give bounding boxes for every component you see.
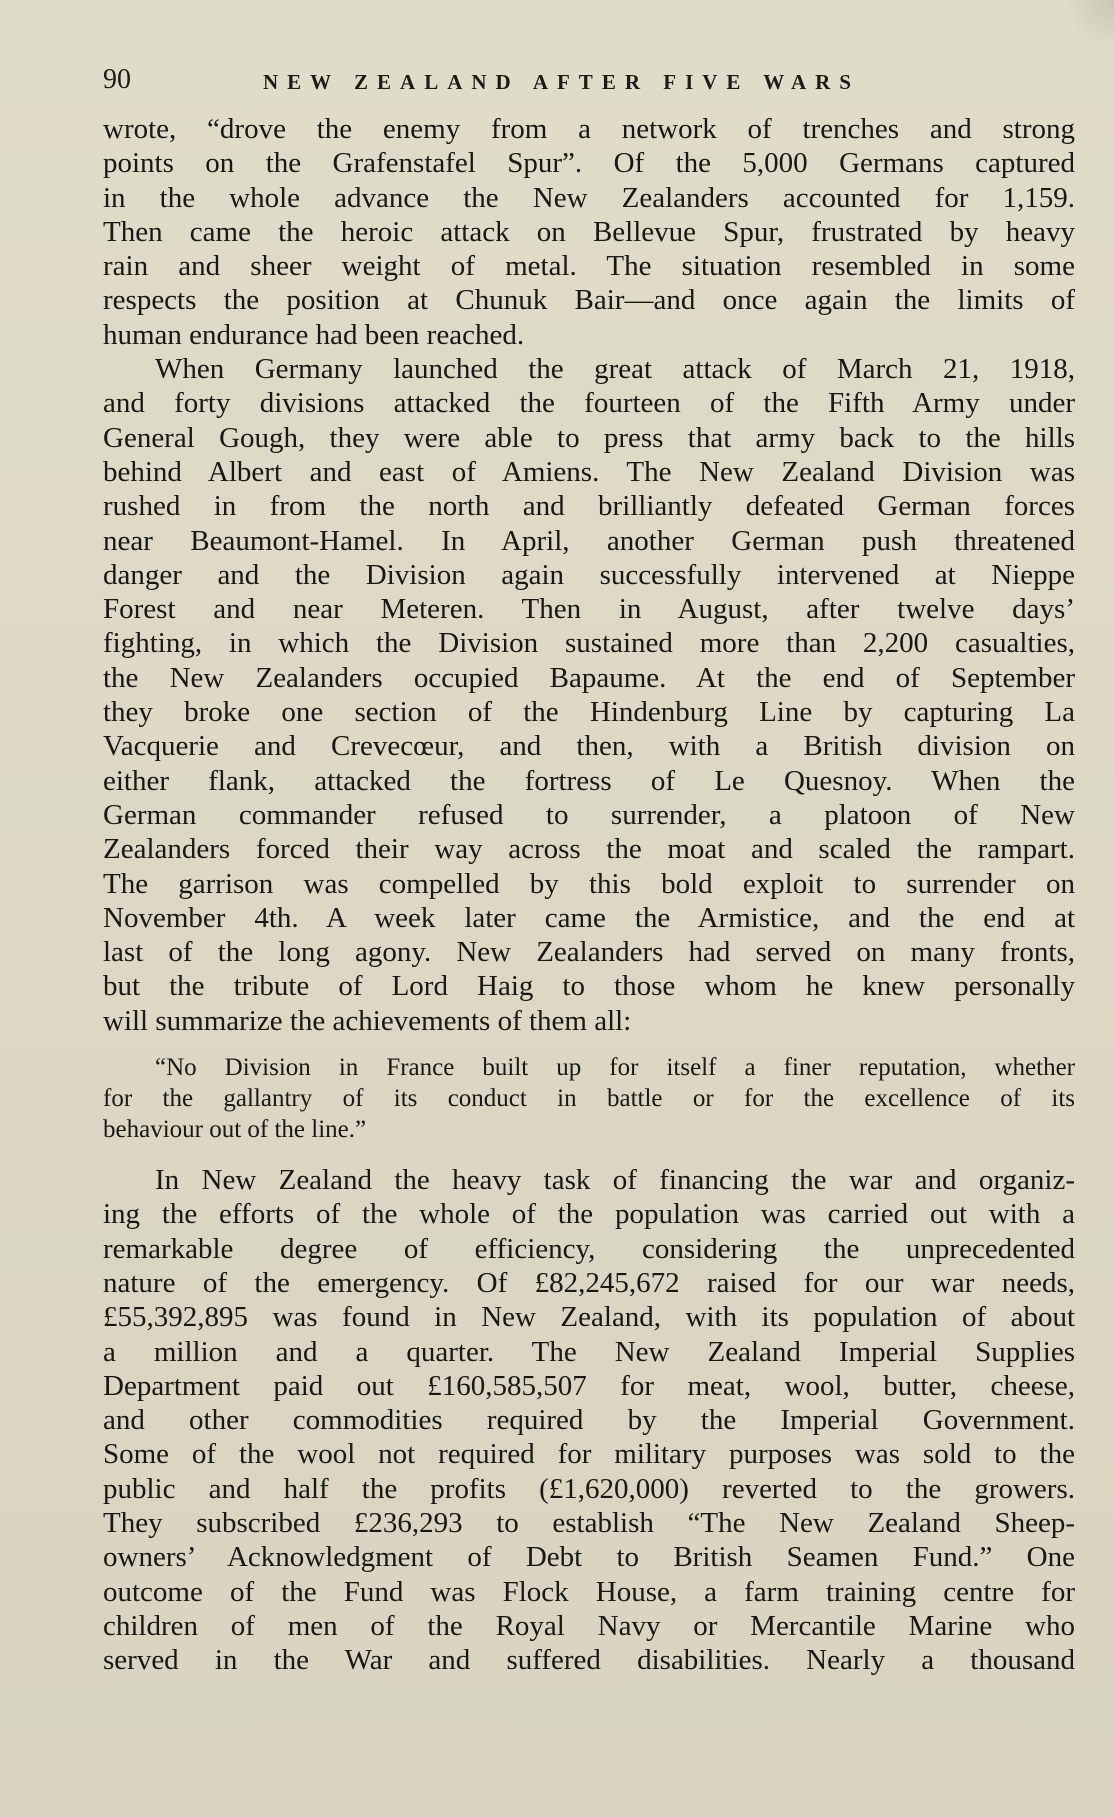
text-line: last of the long agony. New Zealanders had served on many fronts, <box>103 936 1075 969</box>
text-line: owners’ Acknowledgment of Debt to British Seamen Fund.” One <box>103 1541 1075 1574</box>
text-line: Department paid out £160,585,507 for meat, wool, butter, cheese, <box>103 1369 1075 1402</box>
text-line: Vacquerie and Crevecœur, and then, with a British division on <box>103 730 1075 763</box>
block-quote <box>103 1052 1075 1145</box>
text-line: German commander refused to surrender, a platoon of New <box>103 798 1075 831</box>
text-line: Then came the heroic attack on Bellevue Spur, frustrated by heavy <box>103 215 1075 248</box>
text-line: remarkable degree of efficiency, considering the unprecedented <box>103 1232 1075 1265</box>
text-line: In New Zealand the heavy task of financing the war and organiz- <box>155 1164 1075 1197</box>
text-line: public and half the profits (£1,620,000) reverted to the growers. <box>103 1472 1075 1505</box>
text-line: respects the position at Chunuk Bair—and once again the limits of <box>103 284 1075 317</box>
text-line: outcome of the Fund was Flock House, a farm training centre for <box>103 1575 1075 1608</box>
text-line: November 4th. A week later came the Armistice, and the end at <box>103 901 1075 934</box>
text-line: and other commodities required by the Imperial Government. <box>103 1404 1075 1437</box>
text-line: and forty divisions attacked the fourteen of the Fifth Army under <box>103 387 1075 420</box>
text-line: will summarize the achievements of them all: <box>103 1004 632 1037</box>
text-line: rushed in from the north and brilliantly defeated German forces <box>103 490 1075 523</box>
text-line: a million and a quarter. The New Zealand Imperial Supplies <box>103 1335 1075 1368</box>
quote-line: “No Division in France built up for itself a finer reputation, whether <box>155 1054 1075 1082</box>
text-line: danger and the Division again successfully intervened at Nieppe <box>103 558 1075 591</box>
text-line: rain and sheer weight of metal. The situation resembled in some <box>103 250 1075 283</box>
page-corner-shadow <box>1054 0 1114 40</box>
text-line: they broke one section of the Hindenburg Line by capturing La <box>103 696 1075 729</box>
text-line: nature of the emergency. Of £82,245,672 raised for our war needs, <box>103 1266 1075 1299</box>
page-number: 90 <box>103 64 131 95</box>
text-line: near Beaumont-Hamel. In April, another German push threatened <box>103 524 1075 557</box>
text-line: General Gough, they were able to press that army back to the hills <box>103 421 1075 454</box>
paragraph-3 <box>103 1163 1075 1677</box>
text-line: children of men of the Royal Navy or Mercantile Marine who <box>103 1609 1075 1642</box>
text-line: When Germany launched the great attack of March 21, 1918, <box>155 353 1075 386</box>
text-line: Zealanders forced their way across the moat and scaled the rampart. <box>103 833 1075 866</box>
page-body <box>103 112 1075 1677</box>
running-head <box>103 62 1073 98</box>
text-line: The garrison was compelled by this bold exploit to surrender on <box>103 867 1075 900</box>
paragraph-1 <box>103 112 1075 352</box>
text-line: in the whole advance the New Zealanders accounted for 1,159. <box>103 181 1075 214</box>
text-line: served in the War and suffered disabilities. Nearly a thousand <box>103 1644 1075 1677</box>
text-line: human endurance had been reached. <box>103 318 525 351</box>
text-line: either flank, attacked the fortress of Le Quesnoy. When the <box>103 764 1075 797</box>
text-line: fighting, in which the Division sustained more than 2,200 casualties, <box>103 627 1075 660</box>
text-line: points on the Grafenstafel Spur”. Of the 5,000 Germans captured <box>103 147 1075 180</box>
text-line: wrote, “drove the enemy from a network of trenches and strong <box>103 113 1075 145</box>
text-line: Some of the wool not required for military purposes was sold to the <box>103 1438 1075 1471</box>
book-title: NEW ZEALAND AFTER FIVE WARS <box>263 70 860 94</box>
text-line: behind Albert and east of Amiens. The New Zealand Division was <box>103 455 1075 488</box>
text-line: but the tribute of Lord Haig to those whom he knew personally <box>103 970 1075 1003</box>
text-line: ing the efforts of the whole of the population was carried out with a <box>103 1198 1075 1231</box>
paragraph-2 <box>103 352 1075 1038</box>
quote-line: behaviour out of the line.” <box>103 1116 367 1144</box>
text-line: the New Zealanders occupied Bapaume. At the end of September <box>103 661 1075 694</box>
text-line: £55,392,895 was found in New Zealand, with its population of about <box>103 1301 1075 1334</box>
text-line: They subscribed £236,293 to establish “The New Zealand Sheep- <box>103 1506 1075 1539</box>
quote-line: for the gallantry of its conduct in battle or for the excellence of its <box>103 1085 1075 1113</box>
text-line: Forest and near Meteren. Then in August, after twelve days’ <box>103 593 1075 626</box>
